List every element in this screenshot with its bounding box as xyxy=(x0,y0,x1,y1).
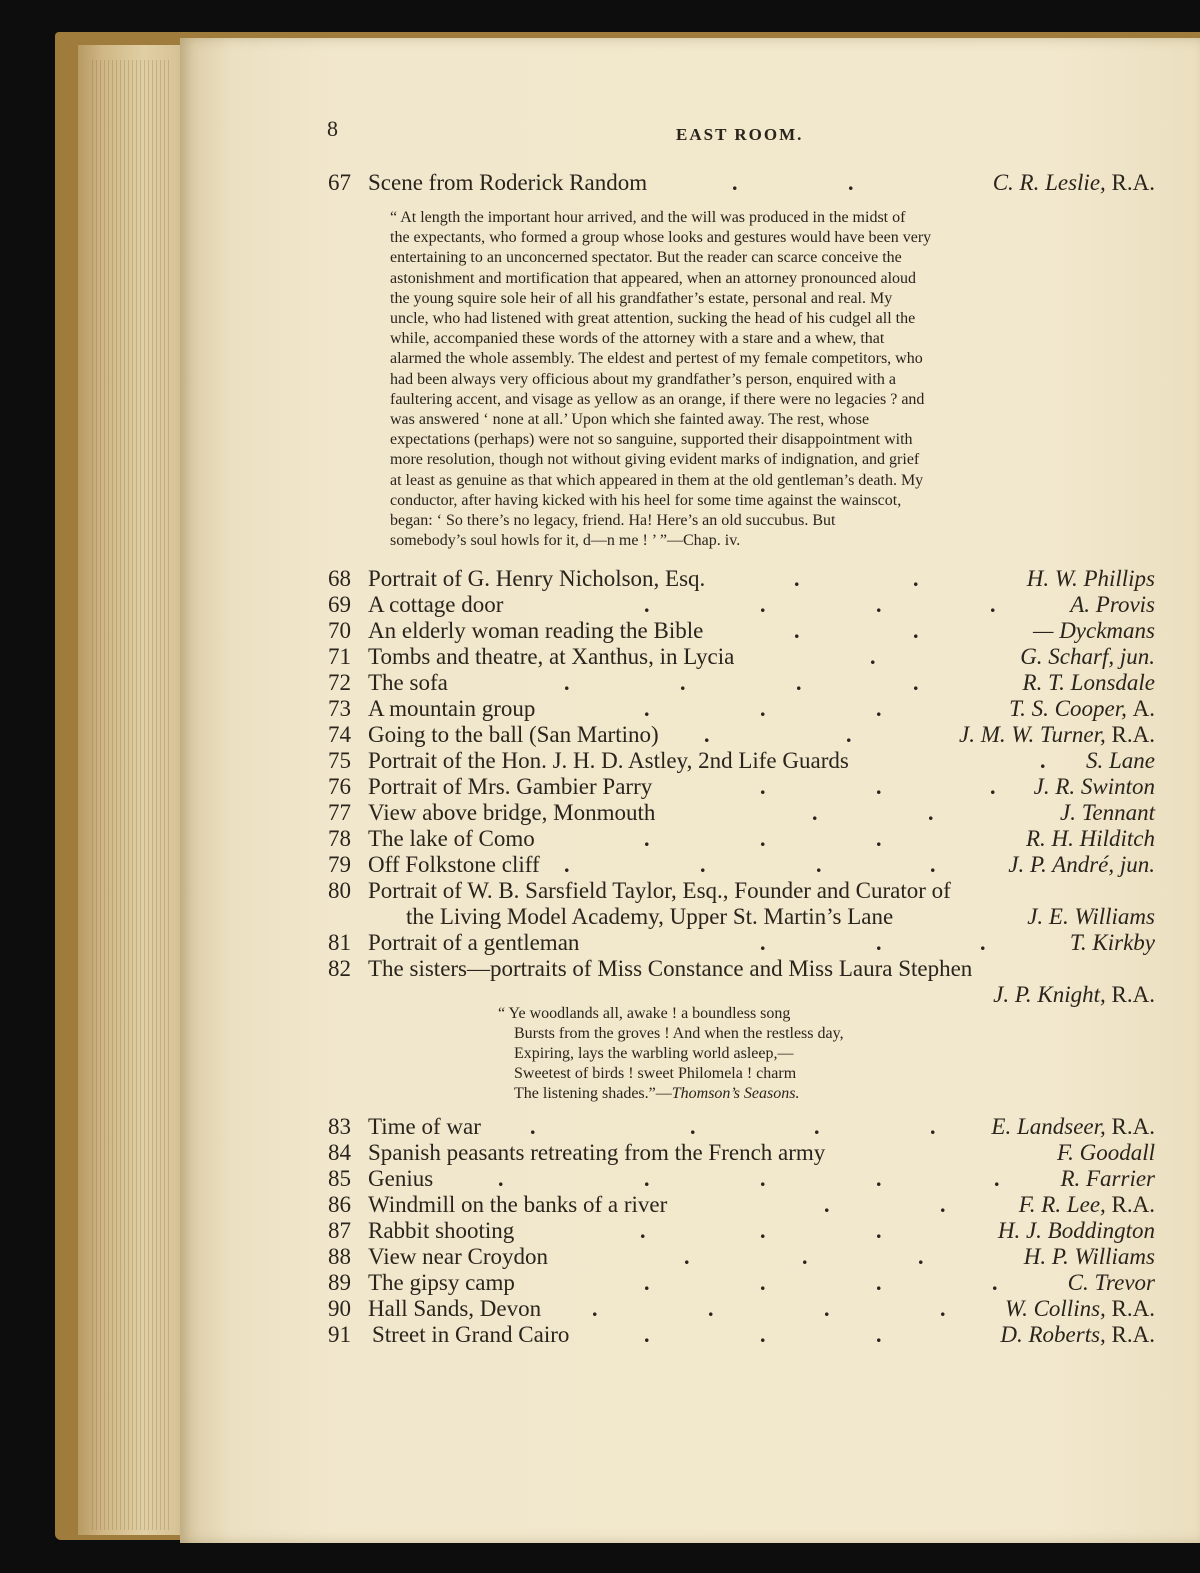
entry-artist: J. Tennant xyxy=(1060,800,1155,825)
leader-dot: . xyxy=(876,1166,882,1191)
leader-dot: . xyxy=(848,170,854,195)
entry-number: 69 xyxy=(328,592,351,617)
leader-dot: . xyxy=(760,696,766,721)
entry-artist: S. Lane xyxy=(1086,748,1155,773)
leader-dot: . xyxy=(760,1166,766,1191)
entry-number: 81 xyxy=(328,930,351,955)
quote-line: was answered ‘ none at all.’ Upon which she fainted away. The rest, whose xyxy=(390,411,870,429)
entry-number: 77 xyxy=(328,800,351,825)
leader-dot: . xyxy=(644,696,650,721)
leader-dot: . xyxy=(913,566,919,591)
quote-line: had been always very officious about my grandfather’s person, enquired with a xyxy=(390,370,896,388)
entry-title: Scene from Roderick Random xyxy=(368,170,648,195)
entry-title: Portrait of the Hon. J. H. D. Astley, 2nd Life Guards xyxy=(368,748,849,773)
entry-artist: R. Farrier xyxy=(1060,1166,1155,1191)
entry-artist: E. Landseer, R.A. xyxy=(991,1114,1155,1139)
book-page xyxy=(180,38,1200,1543)
leader-dot: . xyxy=(876,1270,882,1295)
leader-dot: . xyxy=(760,1270,766,1295)
entry-title: The gipsy camp xyxy=(368,1270,515,1295)
entry-artist: A. Provis xyxy=(1070,592,1155,617)
quote-line: faultering accent, and visage as yellow as an orange, if there were no legacies ? and xyxy=(390,390,925,408)
leader-dot: . xyxy=(876,930,882,955)
leader-dot: . xyxy=(760,592,766,617)
leader-dot: . xyxy=(592,1296,598,1321)
leader-dot: . xyxy=(684,1244,690,1269)
entry-number: 71 xyxy=(328,644,351,669)
entry-number: 85 xyxy=(328,1166,351,1191)
entry-number: 89 xyxy=(328,1270,351,1295)
leader-dot: . xyxy=(870,644,876,669)
entry-artist: C. Trevor xyxy=(1067,1270,1155,1295)
quote-block xyxy=(390,208,1070,551)
entry-artist: R. H. Hilditch xyxy=(1025,826,1155,851)
leader-dot: . xyxy=(930,852,936,877)
leader-dot: . xyxy=(990,774,996,799)
leader-dot: . xyxy=(644,1270,650,1295)
entry-title: The sisters—portraits of Miss Constance and Miss Laura Stephen xyxy=(368,956,973,981)
leader-dot: . xyxy=(708,1296,714,1321)
entry-number: 73 xyxy=(328,696,351,721)
leader-dot: . xyxy=(796,670,802,695)
leader-dot: . xyxy=(814,1114,820,1139)
entry-title-continued: the Living Model Academy, Upper St. Martin’s Lane xyxy=(406,904,894,929)
leader-dot: . xyxy=(812,800,818,825)
entry-artist: J. M. W. Turner, R.A. xyxy=(959,722,1155,747)
entry-title: View near Croydon xyxy=(368,1244,549,1269)
entry-artist: J. E. Williams xyxy=(1027,904,1155,929)
entry-number: 78 xyxy=(328,826,351,851)
poem-line: Expiring, lays the warbling world asleep,— xyxy=(514,1045,794,1062)
leader-dot: . xyxy=(928,800,934,825)
poem-block xyxy=(498,1004,844,1104)
quote-line: at least as genuine as that which appeared in them at the old gentleman’s death. My xyxy=(390,471,924,489)
leader-dot: . xyxy=(940,1296,946,1321)
leader-dot: . xyxy=(530,1114,536,1139)
quote-line: somebody’s soul howls for it, d—n me ! ’ ”—Chap. iv. xyxy=(390,532,741,550)
leader-dot: . xyxy=(802,1244,808,1269)
entry-artist: F. Goodall xyxy=(1057,1140,1155,1165)
entry-title: Time of war xyxy=(368,1114,481,1139)
entry-title: Off Folkstone cliff xyxy=(368,852,540,877)
leader-dot: . xyxy=(498,1166,504,1191)
leader-dot: . xyxy=(704,722,710,747)
entry-number: 75 xyxy=(328,748,351,773)
entry-title: Genius xyxy=(368,1166,434,1191)
poem-line: Sweetest of birds ! sweet Philomela ! charm xyxy=(514,1065,797,1082)
entry-title: Portrait of Mrs. Gambier Parry xyxy=(368,774,653,799)
entry-number: 84 xyxy=(328,1140,351,1165)
leader-dot: . xyxy=(760,774,766,799)
leader-dot: . xyxy=(644,1322,650,1347)
entry-title: Tombs and theatre, at Xanthus, in Lycia xyxy=(368,644,735,669)
leader-dot: . xyxy=(564,670,570,695)
leader-dot: . xyxy=(876,592,882,617)
poem-line: Bursts from the groves ! And when the restless day, xyxy=(514,1025,844,1042)
leader-dot: . xyxy=(918,1244,924,1269)
entry-number: 76 xyxy=(328,774,351,799)
entry-number: 68 xyxy=(328,566,351,591)
page-number: 8 xyxy=(327,116,338,141)
entry-number: 86 xyxy=(328,1192,351,1217)
leader-dot: . xyxy=(824,1192,830,1217)
entry-number: 90 xyxy=(328,1296,351,1321)
leader-dot: . xyxy=(994,1166,1000,1191)
quote-line: “ At length the important hour arrived, and the will was produced in the midst of xyxy=(390,209,906,226)
entry-title: The sofa xyxy=(368,670,448,695)
entry-title: View above bridge, Monmouth xyxy=(368,800,656,825)
leader-dot: . xyxy=(644,1166,650,1191)
entry-number: 91 xyxy=(328,1322,351,1347)
entry-number: 74 xyxy=(328,722,351,747)
leader-dot: . xyxy=(564,852,570,877)
entry-artist: — Dyckmans xyxy=(1033,618,1155,643)
leader-dot: . xyxy=(640,1218,646,1243)
entry-artist: T. Kirkby xyxy=(1069,930,1155,955)
entry-title: A cottage door xyxy=(368,592,504,617)
leader-dot: . xyxy=(794,618,800,643)
entry-artist: J. R. Swinton xyxy=(1033,774,1155,799)
leader-dot: . xyxy=(760,1218,766,1243)
leader-dot: . xyxy=(876,1218,882,1243)
entry-artist: J. P. André, jun. xyxy=(1008,852,1155,877)
entry-artist: G. Scharf, jun. xyxy=(1020,644,1155,669)
entry-number: 87 xyxy=(328,1218,351,1243)
entry-title: An elderly woman reading the Bible xyxy=(368,618,704,643)
leader-dot: . xyxy=(644,826,650,851)
running-header: EAST ROOM. xyxy=(676,125,804,144)
leader-dot: . xyxy=(760,826,766,851)
entry-artist: H. W. Phillips xyxy=(1026,566,1155,591)
entry-title: A mountain group xyxy=(368,696,536,721)
entry-title: Rabbit shooting xyxy=(368,1218,515,1243)
leader-dot: . xyxy=(992,1270,998,1295)
entry-title: Windmill on the banks of a river xyxy=(368,1192,668,1217)
quote-line: entertaining to an unconcerned spectator. But the reader can scarce conceive the xyxy=(390,249,902,267)
quote-line: astonishment and mortification that appeared, when an attorney pronounced aloud xyxy=(390,269,917,287)
entry-artist: J. P. Knight, R.A. xyxy=(993,982,1155,1007)
leader-dot: . xyxy=(794,566,800,591)
leader-dot: . xyxy=(930,1114,936,1139)
leader-dot: . xyxy=(680,670,686,695)
entry-title: Going to the ball (San Martino) xyxy=(368,722,659,747)
entry-number: 82 xyxy=(328,956,351,981)
entry-number: 72 xyxy=(328,670,351,695)
quote-line: expectations (perhaps) were not so sanguine, supported their disappointment with xyxy=(390,431,913,449)
leader-dot: . xyxy=(690,1114,696,1139)
entry-title: Portrait of a gentleman xyxy=(368,930,580,955)
quote-line: the expectants, who formed a group whose looks and gestures would have been very xyxy=(390,229,932,247)
entry-number: 80 xyxy=(328,878,351,903)
page-edge-lines xyxy=(92,60,172,1530)
entry-artist: H. P. Williams xyxy=(1023,1244,1155,1269)
quote-line: while, accompanied these words of the attorney with a stare and a whew, that xyxy=(390,330,885,348)
leader-dot: . xyxy=(824,1296,830,1321)
entry-title: The lake of Como xyxy=(368,826,535,851)
leader-dot: . xyxy=(1040,748,1046,773)
leader-dot: . xyxy=(760,1322,766,1347)
entry-artist: T. S. Cooper, A. xyxy=(1009,696,1155,721)
leader-dot: . xyxy=(760,930,766,955)
quote-line: alarmed the whole assembly. The eldest and pertest of my female competitors, who xyxy=(390,350,923,368)
entry-number: 83 xyxy=(328,1114,351,1139)
entry-artist: H. J. Boddington xyxy=(997,1218,1155,1243)
leader-dot: . xyxy=(876,696,882,721)
leader-dot: . xyxy=(876,1322,882,1347)
quote-line: more resolution, though not without giving evident marks of indignation, and grief xyxy=(390,451,920,469)
poem-line: “ Ye woodlands all, awake ! a boundless song xyxy=(498,1005,791,1022)
quote-line: the young squire sole heir of all his grandfather’s estate, personal and real. My xyxy=(390,289,893,307)
entry-title: Spanish peasants retreating from the French army xyxy=(368,1140,826,1165)
entry-title: Portrait of W. B. Sarsfield Taylor, Esq., Founder and Curator of xyxy=(368,878,951,903)
entry-artist: D. Roberts, R.A. xyxy=(1000,1322,1155,1347)
entry-number: 70 xyxy=(328,618,351,643)
entry-number: 79 xyxy=(328,852,351,877)
leader-dot: . xyxy=(980,930,986,955)
leader-dot: . xyxy=(876,826,882,851)
quote-line: began: ‘ So there’s no legacy, friend. Ha! Here’s an old succubus. But xyxy=(390,512,836,530)
leader-dot: . xyxy=(913,618,919,643)
leader-dot: . xyxy=(816,852,822,877)
entry-artist: W. Collins, R.A. xyxy=(1005,1296,1155,1321)
entry-number: 88 xyxy=(328,1244,351,1269)
entry-artist: R. T. Lonsdale xyxy=(1022,670,1155,695)
leader-dot: . xyxy=(732,170,738,195)
entry-title: Street in Grand Cairo xyxy=(372,1322,570,1347)
leader-dot: . xyxy=(700,852,706,877)
leader-dot: . xyxy=(644,592,650,617)
entry-number: 67 xyxy=(328,170,351,195)
poem-line: The listening shades.”—Thomson’s Seasons. xyxy=(514,1085,800,1102)
leader-dot: . xyxy=(940,1192,946,1217)
leader-dot: . xyxy=(990,592,996,617)
entry-artist: C. R. Leslie, R.A. xyxy=(992,170,1155,195)
quote-line: uncle, who had listened with great attention, sucking the head of his cudgel all the xyxy=(390,310,916,328)
leader-dot: . xyxy=(876,774,882,799)
leader-dot: . xyxy=(913,670,919,695)
entry-title: Portrait of G. Henry Nicholson, Esq. xyxy=(368,566,706,591)
leader-dot: . xyxy=(846,722,852,747)
entry-title: Hall Sands, Devon xyxy=(368,1296,542,1321)
quote-line: conductor, after having kicked with his heel for some time against the wainscot, xyxy=(390,491,902,509)
entry-artist: F. R. Lee, R.A. xyxy=(1018,1192,1155,1217)
